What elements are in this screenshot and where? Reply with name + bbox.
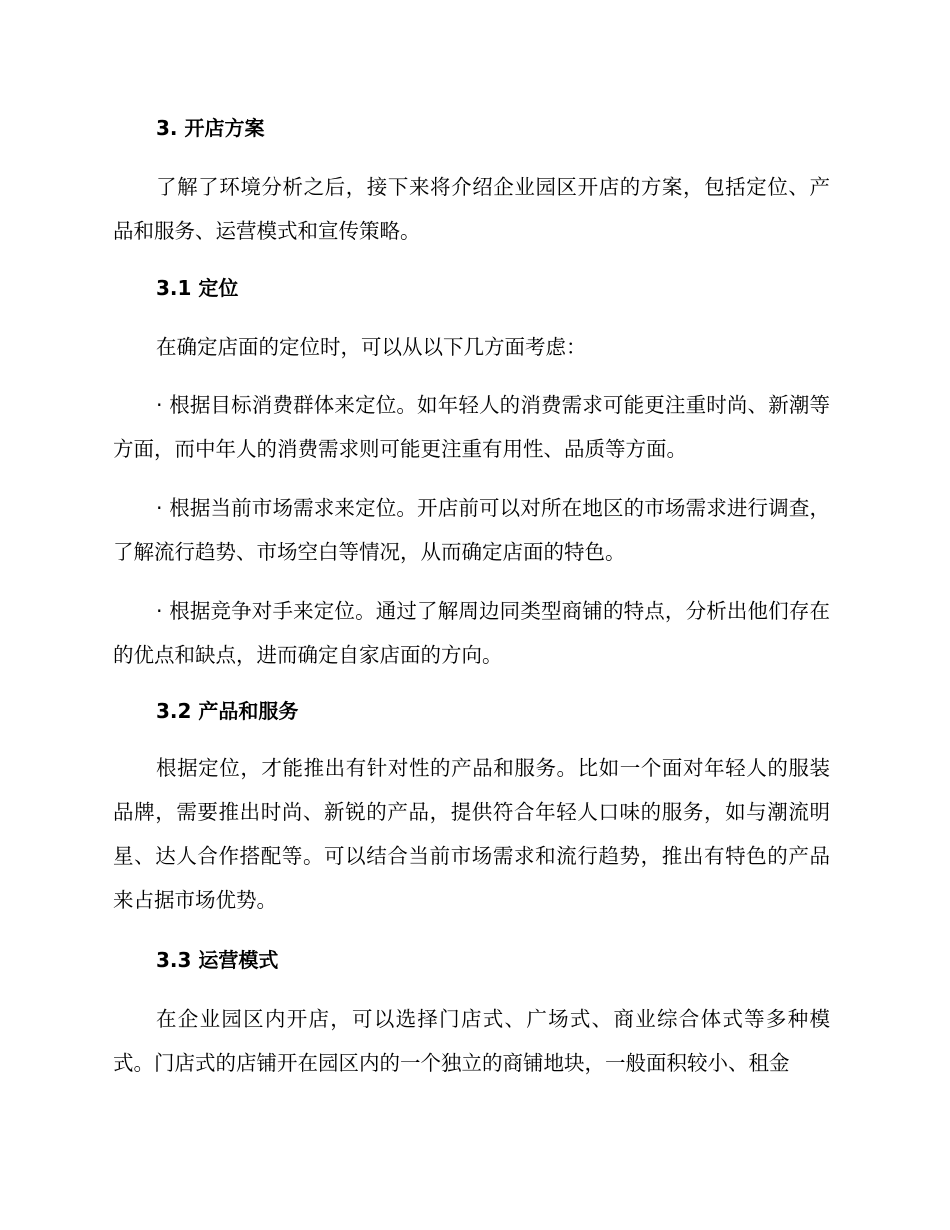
bullet-competitors: · 根据竞争对手来定位。通过了解周边同类型商铺的特点，分析出他们存在的优点和缺点，进而确定自家店面的方向。 bbox=[113, 599, 830, 667]
section-heading-3: 3. 开店方案 bbox=[156, 116, 265, 140]
section-heading-3-1: 3.1 定位 bbox=[156, 276, 239, 300]
paragraph-3-1: 在确定店面的定位时，可以从以下几方面考虑： bbox=[156, 335, 587, 359]
section-heading-3-3: 3.3 运营模式 bbox=[156, 948, 279, 972]
paragraph-3-2: 根据定位，才能推出有针对性的产品和服务。比如一个面对年轻人的服装品牌，需要推出时尚、新锐的产品，提供符合年轻人口味的服务，如与潮流明星、达人合作搭配等。可以结合当前市场需求和流行趋势，推出有特色的产品来占据市场优势。 bbox=[113, 756, 830, 912]
bullet-market-demand: · 根据当前市场需求来定位。开店前可以对所在地区的市场需求进行调查，了解流行趋势、市场空白等情况，从而确定店面的特色。 bbox=[113, 496, 830, 564]
section-heading-3-2: 3.2 产品和服务 bbox=[156, 699, 299, 723]
bullet-target-group: · 根据目标消费群体来定位。如年轻人的消费需求可能更注重时尚、新潮等方面，而中年人的消费需求则可能更注重有用性、品质等方面。 bbox=[113, 393, 830, 461]
paragraph-intro: 了解了环境分析之后，接下来将介绍企业园区开店的方案，包括定位、产品和服务、运营模式和宣传策略。 bbox=[113, 175, 830, 243]
paragraph-3-3: 在企业园区内开店，可以选择门店式、广场式、商业综合体式等多种模式。门店式的店铺开在园区内的一个独立的商铺地块，一般面积较小、租金 bbox=[113, 1007, 830, 1075]
